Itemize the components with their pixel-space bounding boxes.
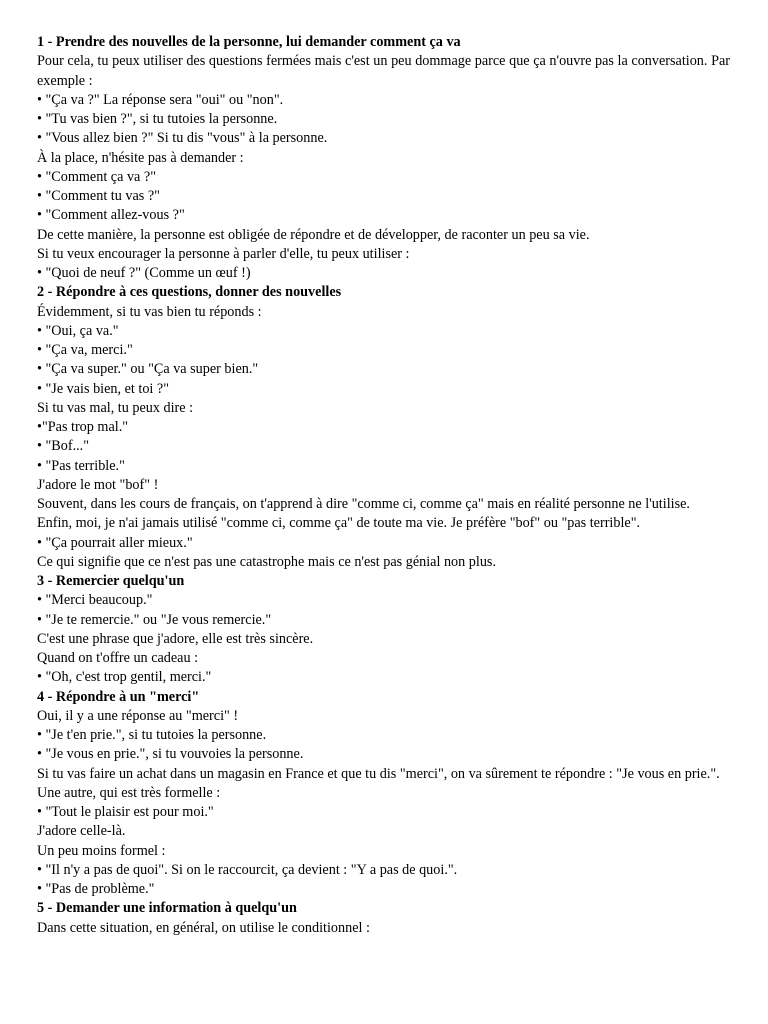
text-line: Dans cette situation, en général, on utilise le conditionnel : (37, 919, 370, 936)
paragraph: Souvent, dans les cours de français, on t'apprend à dire "comme ci, comme ça" mais en réalité personne ne l'utilise. (37, 496, 690, 512)
bullet-item: • "Comment ça va ?" (37, 168, 156, 185)
text-line: Enfin, moi, je n'ai jamais utilisé "comme ci, comme ça" de toute ma vie. Je préfère "bof" ou "pas terrible". (37, 515, 641, 532)
section-heading-1: 1 - Prendre des nouvelles de la personne, lui demander comment ça va (37, 34, 461, 50)
bullet-item: • "Ça va, merci." (37, 342, 133, 358)
bullet-item: • "Je te remercie." ou "Je vous remercie." (37, 611, 272, 628)
text-line: C'est une phrase que j'adore, elle est très sincère. (37, 630, 314, 647)
text-line: Si tu veux encourager la personne à parler d'elle, tu peux utiliser : (37, 245, 410, 262)
bullet-item: • "Bof..." (37, 438, 90, 455)
bullet-item: • "Tu vas bien ?", si tu tutoies la personne. (37, 111, 278, 127)
text-line: J'adore celle-là. (37, 823, 126, 840)
bullet-item: • "Ça va super." ou "Ça va super bien." (37, 361, 259, 378)
text-line: De cette manière, la personne est obligée de répondre et de développer, de raconter un peu sa vie. (37, 226, 590, 243)
bullet-item: • "Comment allez-vous ?" (37, 207, 185, 224)
paragraph: Si tu vas faire un achat dans un magasin en France et que tu dis "merci", on va sûrement te répondre : "Je vous en prie.". (37, 765, 720, 782)
bullet-item: • "Oui, ça va." (37, 322, 119, 339)
text-line: Oui, il y a une réponse au "merci" ! (37, 707, 239, 724)
bullet-item: •"Pas trop mal." (37, 419, 129, 435)
bullet-item: • "Je t'en prie.", si tu tutoies la personne. (37, 727, 267, 743)
section-heading-5: 5 - Demander une information à quelqu'un (37, 900, 297, 917)
bullet-item: • "Pas de problème." (37, 881, 155, 897)
paragraph: Pour cela, tu peux utiliser des questions fermées mais c'est un peu dommage parce que ça n'ouvre pas la conversation. Par exemple : (37, 53, 730, 89)
section-heading-2: 2 - Répondre à ces questions, donner des nouvelles (37, 284, 342, 301)
text-line: Si tu vas mal, tu peux dire : (37, 399, 194, 416)
bullet-item: • "Je vais bien, et toi ?" (37, 380, 169, 397)
document-page (37, 33, 730, 938)
bullet-item: • "Je vous en prie.", si tu vouvoies la personne. (37, 746, 304, 763)
bullet-item: • "Oh, c'est trop gentil, merci." (37, 669, 212, 686)
section-heading-3: 3 - Remercier quelqu'un (37, 573, 185, 589)
bullet-item: • "Merci beaucoup." (37, 592, 153, 609)
section-heading-4: 4 - Répondre à un "merci" (37, 688, 200, 705)
bullet-item: • "Il n'y a pas de quoi". Si on le raccourcit, ça devient : "Y a pas de quoi.". (37, 861, 458, 878)
bullet-item: • "Ça pourrait aller mieux." (37, 534, 193, 551)
bullet-item: • "Pas terrible." (37, 457, 125, 474)
text-line: Évidemment, si tu vas bien tu réponds : (37, 303, 262, 320)
bullet-item: • "Comment tu vas ?" (37, 188, 160, 204)
bullet-item: • "Ça va ?" La réponse sera "oui" ou "non". (37, 91, 284, 108)
text-line: À la place, n'hésite pas à demander : (37, 149, 244, 166)
bullet-item: • "Vous allez bien ?" Si tu dis "vous" à la personne. (37, 130, 328, 147)
text-line: Ce qui signifie que ce n'est pas une catastrophe mais ce n'est pas génial non plus. (37, 553, 496, 570)
bullet-item: • "Quoi de neuf ?" (Comme un œuf !) (37, 265, 251, 281)
text-line: Quand on t'offre un cadeau : (37, 650, 199, 666)
text-line: Un peu moins formel : (37, 842, 166, 859)
text-line: J'adore le mot "bof" ! (37, 476, 159, 493)
text-line: Une autre, qui est très formelle : (37, 784, 221, 801)
bullet-item: • "Tout le plaisir est pour moi." (37, 804, 214, 820)
